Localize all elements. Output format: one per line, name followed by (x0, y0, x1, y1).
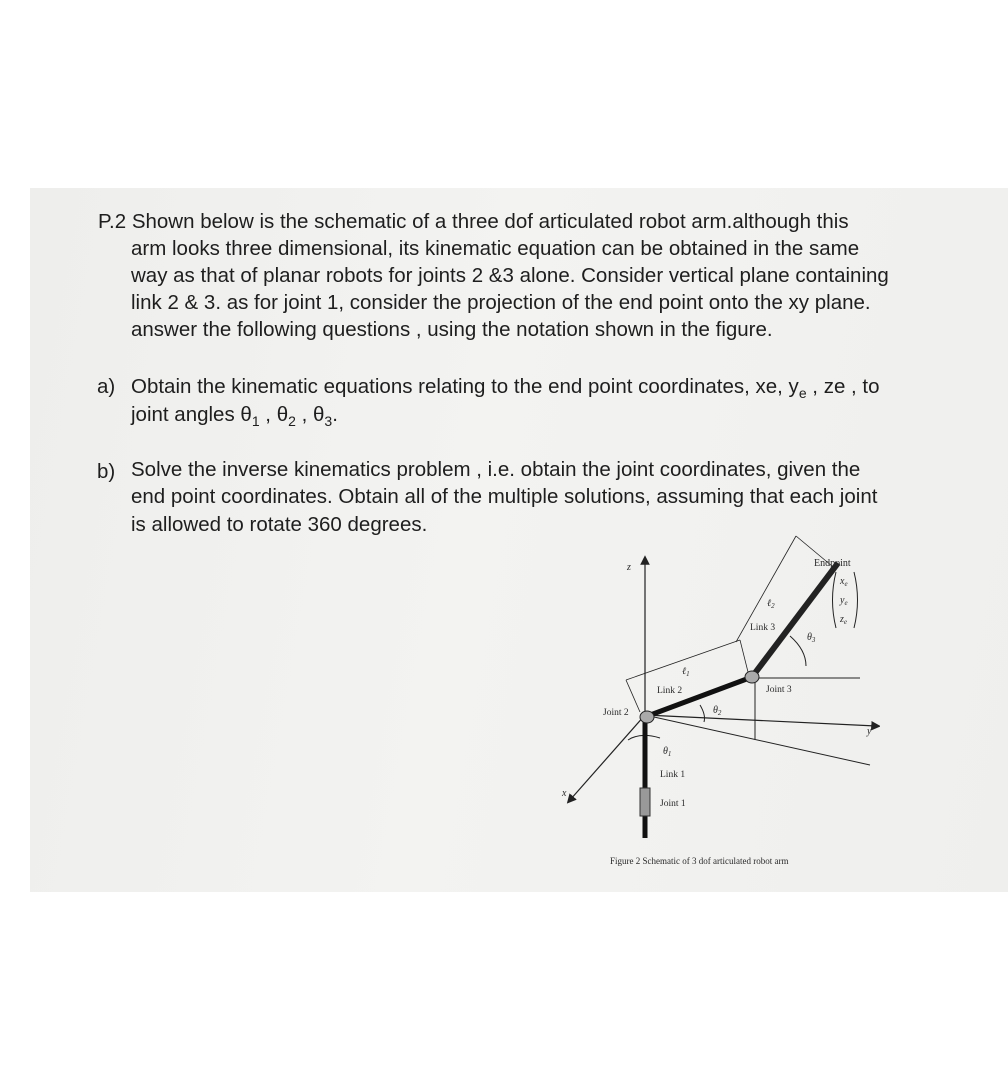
part-b-marker: b) (97, 460, 116, 483)
joint1-label: Joint 1 (660, 799, 686, 809)
joint2-circle (640, 711, 654, 723)
part-a-line-1-prefix: Obtain the kinematic equations relating to the end point coordinates, xe, y (131, 375, 799, 398)
y-axis-label: y (867, 726, 872, 737)
z-axis-label: z (627, 562, 631, 573)
link2-label: Link 2 (657, 686, 683, 696)
robot-arm-figure (560, 520, 880, 875)
l1-dim-line-right (740, 640, 748, 672)
separator-2: , θ (295, 403, 325, 426)
vector-right-bracket (854, 572, 858, 628)
theta3-label: $\theta_3$ (807, 632, 816, 644)
theta1-subscript: 1 (251, 413, 260, 430)
link2-bar (645, 677, 752, 717)
joint3-label: Joint 3 (766, 685, 792, 695)
theta2-label: $\theta_2$ (713, 705, 722, 717)
part-a-line-2 (131, 401, 338, 435)
part-a-line-1-suffix: , ze , to (806, 375, 880, 398)
part-a-line-2-prefix: joint angles θ (131, 403, 252, 426)
ze-label: $z_e$ (840, 614, 848, 626)
vector-left-bracket (833, 572, 837, 628)
joint3-circle (745, 671, 759, 683)
endpoint-label: Endpoint (814, 558, 851, 569)
part-b-line-3: is allowed to rotate 360 degrees. (131, 513, 428, 536)
l2-label: ℓ$_2$ (767, 598, 775, 610)
problem-line-1: P.2 Shown below is the schematic of a three dof articulated robot arm.although this (98, 210, 849, 233)
theta1-label: $\theta_1$ (663, 746, 672, 758)
link3-label: Link 3 (750, 623, 776, 633)
theta3-arc (790, 636, 806, 666)
theta2-arc (700, 705, 705, 722)
ye-subscript: e (798, 385, 807, 402)
problem-line-5: answer the following questions , using the notation shown in the figure. (131, 318, 773, 341)
xe-label: $x_e$ (840, 576, 848, 588)
figure-caption: Figure 2 Schematic of 3 dof articulated robot arm (610, 856, 789, 866)
ye-label: $y_e$ (840, 595, 848, 607)
joint2-label: Joint 2 (603, 708, 629, 718)
problem-line-2: arm looks three dimensional, its kinematic equation can be obtained in the same (131, 237, 860, 260)
theta2-subscript: 2 (288, 413, 296, 430)
problem-line-3: way as that of planar robots for joints 2 &3 alone. Consider vertical plane containing (131, 264, 889, 287)
separator-1: , θ (259, 403, 289, 426)
x-axis-label: x (562, 788, 567, 799)
problem-line-4: link 2 & 3. as for joint 1, consider the projection of the end point onto the xy plane. (131, 291, 871, 314)
y-axis-line (645, 715, 876, 726)
part-b-line-1: Solve the inverse kinematics problem , i.e. obtain the joint coordinates, given the (131, 458, 861, 481)
projection-line (645, 715, 870, 765)
joint1-body (640, 788, 650, 816)
part-a-marker: a) (97, 375, 116, 398)
part-b-line-2: end point coordinates. Obtain all of the multiple solutions, assuming that each joint (131, 485, 878, 508)
link3-bar (752, 563, 838, 677)
part-a-end: . (332, 403, 338, 426)
l1-label: ℓ$_1$ (682, 666, 690, 678)
link1-label: Link 1 (660, 770, 686, 780)
theta3-subscript: 3 (324, 413, 333, 430)
x-axis-line (570, 715, 645, 800)
